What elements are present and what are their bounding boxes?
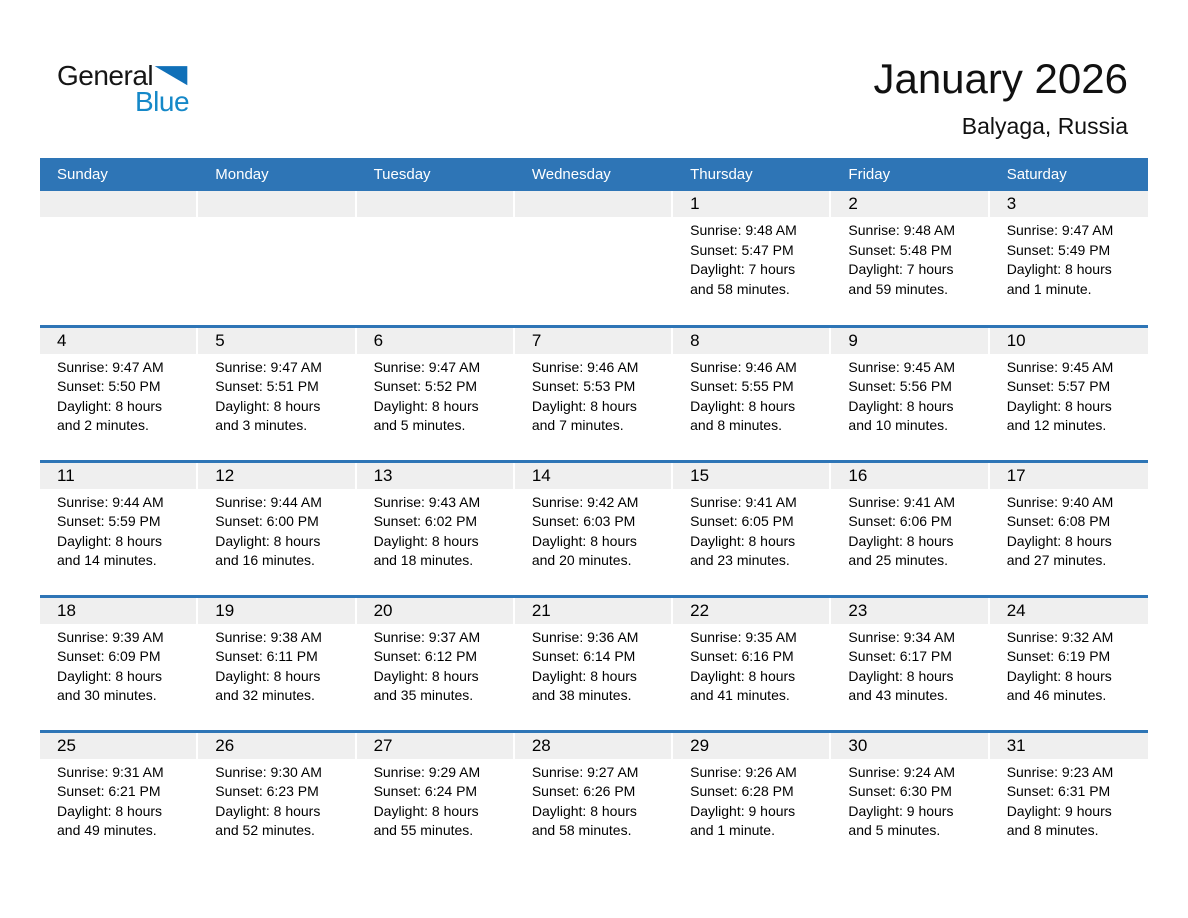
day-sunrise: Sunrise: 9:40 AM: [1006, 493, 1114, 510]
day-number: 2: [848, 194, 858, 213]
day-daylight: Daylight: 8 hours and 1 minute.: [1006, 261, 1112, 297]
day-info: [831, 624, 989, 706]
day-daylight: Daylight: 8 hours and 49 minutes.: [57, 802, 163, 838]
day-sunrise: Sunrise: 9:36 AM: [531, 628, 639, 645]
day-sunrise: Sunrise: 9:39 AM: [57, 628, 164, 645]
day-cell: [831, 731, 989, 866]
day-info: [198, 759, 356, 841]
day-sunrise: Sunrise: 9:31 AM: [57, 763, 164, 780]
day-cell: [357, 731, 515, 866]
day-sunset: Sunset: 6:12 PM: [373, 648, 478, 664]
day-cell: [515, 326, 673, 461]
day-info: [990, 217, 1148, 299]
day-cell: [831, 596, 989, 731]
general-blue-logo: [57, 62, 189, 116]
day-number-band: [673, 328, 829, 354]
day-cell: [831, 326, 989, 461]
weekday-header-thursday: Thursday: [673, 158, 831, 191]
day-info: [40, 624, 198, 706]
day-daylight: Daylight: 9 hours and 8 minutes.: [1006, 802, 1112, 838]
day-sunrise: Sunrise: 9:34 AM: [848, 628, 956, 645]
day-number-band: [831, 733, 987, 759]
day-daylight: Daylight: 8 hours and 16 minutes.: [215, 532, 321, 568]
day-sunrise: Sunrise: 9:27 AM: [531, 763, 639, 780]
day-sunrise: Sunrise: 9:48 AM: [690, 222, 797, 238]
day-info: [673, 217, 831, 299]
day-sunset: Sunset: 6:28 PM: [690, 783, 794, 799]
day-cell: [831, 461, 989, 596]
week-row: [40, 191, 1148, 326]
day-sunrise: Sunrise: 9:47 AM: [373, 358, 481, 375]
day-number-band: [357, 598, 513, 624]
day-info: [198, 624, 356, 706]
day-number-band: [40, 733, 196, 759]
weekday-header-sunday: Sunday: [40, 158, 198, 191]
day-sunrise: Sunrise: 9:29 AM: [373, 763, 481, 780]
day-sunrise: Sunrise: 9:23 AM: [1006, 763, 1114, 780]
day-sunset: Sunset: 6:21 PM: [57, 783, 161, 799]
day-sunrise: Sunrise: 9:44 AM: [57, 493, 164, 510]
day-cell: [673, 326, 831, 461]
day-number-band: [515, 191, 671, 217]
day-info: [673, 759, 831, 841]
day-sunset: Sunset: 6:08 PM: [1006, 513, 1111, 529]
day-number: 19: [215, 600, 235, 620]
day-info: [515, 759, 673, 841]
empty-day-cell: [40, 191, 198, 326]
day-info: [990, 354, 1148, 436]
day-daylight: Daylight: 8 hours and 20 minutes.: [531, 532, 637, 568]
day-sunrise: Sunrise: 9:45 AM: [1006, 358, 1114, 375]
day-number-band: [40, 328, 196, 354]
day-number: 20: [373, 600, 393, 620]
empty-day-cell: [515, 191, 673, 326]
day-sunrise: Sunrise: 9:43 AM: [373, 493, 481, 510]
day-sunset: Sunset: 6:30 PM: [848, 783, 952, 799]
title-block: [873, 55, 1128, 140]
day-sunset: Sunset: 5:52 PM: [373, 378, 478, 394]
day-daylight: Daylight: 8 hours and 18 minutes.: [373, 532, 479, 568]
day-sunset: Sunset: 6:06 PM: [848, 513, 952, 529]
day-cell: [40, 596, 198, 731]
day-info: [357, 354, 515, 436]
day-number-band: [198, 328, 354, 354]
day-number-band: [831, 191, 987, 217]
day-daylight: Daylight: 8 hours and 3 minutes.: [215, 397, 321, 433]
day-daylight: Daylight: 9 hours and 5 minutes.: [848, 802, 954, 838]
day-number-band: [40, 191, 196, 217]
day-cell: [40, 326, 198, 461]
day-daylight: Daylight: 8 hours and 43 minutes.: [848, 667, 954, 703]
day-sunset: Sunset: 5:55 PM: [690, 378, 794, 394]
day-number-band: [198, 598, 354, 624]
day-cell: [515, 596, 673, 731]
day-cell: [990, 326, 1148, 461]
day-info: [40, 354, 198, 436]
day-number-band: [515, 328, 671, 354]
day-number: 14: [531, 465, 551, 485]
day-daylight: Daylight: 8 hours and 52 minutes.: [215, 802, 321, 838]
day-sunrise: Sunrise: 9:32 AM: [1006, 628, 1114, 645]
day-daylight: Daylight: 8 hours and 35 minutes.: [373, 667, 479, 703]
day-number: 3: [1006, 194, 1017, 213]
day-number: 6: [373, 330, 384, 350]
day-sunrise: Sunrise: 9:44 AM: [215, 493, 322, 510]
week-row: [40, 596, 1148, 731]
day-info: [831, 489, 989, 571]
day-sunset: Sunset: 6:19 PM: [1006, 648, 1111, 664]
day-sunset: Sunset: 5:48 PM: [848, 241, 952, 258]
day-sunrise: Sunrise: 9:38 AM: [215, 628, 322, 645]
day-info: [515, 489, 673, 571]
calendar-body: [40, 191, 1148, 866]
day-daylight: Daylight: 8 hours and 30 minutes.: [57, 667, 163, 703]
week-row: [40, 326, 1148, 461]
day-number-band: [831, 598, 987, 624]
day-cell: [357, 461, 515, 596]
location-subtitle: Balyaga, Russia: [961, 113, 1128, 139]
day-cell: [198, 731, 356, 866]
day-number: 1: [690, 194, 700, 213]
weekday-header-saturday: Saturday: [990, 158, 1148, 191]
day-daylight: Daylight: 8 hours and 46 minutes.: [1006, 667, 1112, 703]
day-cell: [673, 191, 831, 326]
day-info: [990, 624, 1148, 706]
day-daylight: Daylight: 8 hours and 7 minutes.: [531, 397, 637, 433]
day-number-band: [40, 463, 196, 489]
weekday-header-row: [40, 158, 1148, 191]
day-cell: [198, 461, 356, 596]
empty-day-cell: [198, 191, 356, 326]
day-number-band: [673, 598, 829, 624]
day-cell: [515, 731, 673, 866]
day-sunset: Sunset: 5:50 PM: [57, 378, 161, 394]
day-cell: [673, 461, 831, 596]
day-info: [831, 354, 989, 436]
day-number: 26: [215, 735, 235, 755]
day-cell: [990, 461, 1148, 596]
day-daylight: Daylight: 8 hours and 2 minutes.: [57, 397, 163, 433]
day-number-band: [515, 598, 671, 624]
month-title: January 2026: [873, 55, 1128, 102]
day-cell: [673, 596, 831, 731]
day-number-band: [198, 191, 354, 217]
day-number: 30: [848, 735, 868, 755]
day-sunset: Sunset: 5:53 PM: [531, 378, 636, 394]
day-number-band: [990, 598, 1148, 624]
day-daylight: Daylight: 9 hours and 1 minute.: [690, 802, 796, 838]
day-daylight: Daylight: 8 hours and 14 minutes.: [57, 532, 163, 568]
day-info: [673, 354, 831, 436]
day-info: [357, 759, 515, 841]
day-info: [357, 624, 515, 706]
day-number: 29: [690, 735, 710, 755]
day-number: 24: [1006, 600, 1026, 620]
day-cell: [357, 326, 515, 461]
day-number-band: [673, 733, 829, 759]
day-number: 8: [690, 330, 700, 350]
day-daylight: Daylight: 8 hours and 25 minutes.: [848, 532, 954, 568]
day-sunset: Sunset: 6:05 PM: [690, 513, 794, 529]
day-info: [990, 759, 1148, 841]
day-cell: [990, 731, 1148, 866]
day-sunrise: Sunrise: 9:47 AM: [215, 358, 322, 375]
day-number-band: [990, 733, 1148, 759]
day-sunrise: Sunrise: 9:48 AM: [848, 222, 956, 238]
day-sunset: Sunset: 6:31 PM: [1006, 783, 1111, 799]
day-cell: [357, 596, 515, 731]
day-daylight: Daylight: 8 hours and 38 minutes.: [531, 667, 637, 703]
day-number: 31: [1006, 735, 1026, 755]
day-cell: [198, 596, 356, 731]
day-number-band: [357, 733, 513, 759]
day-number: 13: [373, 465, 393, 485]
day-sunrise: Sunrise: 9:45 AM: [848, 358, 956, 375]
day-sunrise: Sunrise: 9:46 AM: [690, 358, 797, 375]
day-cell: [515, 461, 673, 596]
day-daylight: Daylight: 8 hours and 12 minutes.: [1006, 397, 1112, 433]
day-number-band: [357, 191, 513, 217]
day-number: 11: [57, 465, 75, 485]
day-number-band: [357, 328, 513, 354]
day-daylight: Daylight: 8 hours and 58 minutes.: [531, 802, 637, 838]
day-cell: [831, 191, 989, 326]
day-sunset: Sunset: 6:02 PM: [373, 513, 478, 529]
day-sunset: Sunset: 6:09 PM: [57, 648, 161, 664]
page-header: [0, 0, 1188, 158]
day-number: 16: [848, 465, 868, 485]
day-info: [515, 624, 673, 706]
day-info: [515, 354, 673, 436]
day-sunset: Sunset: 5:51 PM: [215, 378, 319, 394]
day-sunset: Sunset: 6:24 PM: [373, 783, 478, 799]
day-sunrise: Sunrise: 9:41 AM: [848, 493, 956, 510]
day-cell: [198, 326, 356, 461]
empty-day-cell: [357, 191, 515, 326]
day-sunrise: Sunrise: 9:26 AM: [690, 763, 797, 780]
day-number-band: [515, 733, 671, 759]
day-number-band: [831, 328, 987, 354]
weekday-header-monday: Monday: [198, 158, 356, 191]
day-info: [198, 354, 356, 436]
day-info: [40, 489, 198, 571]
day-daylight: Daylight: 7 hours and 58 minutes.: [690, 261, 796, 297]
day-daylight: Daylight: 8 hours and 23 minutes.: [690, 532, 796, 568]
day-sunrise: Sunrise: 9:47 AM: [57, 358, 164, 375]
day-number: 17: [1006, 465, 1026, 485]
day-info: [673, 489, 831, 571]
day-sunset: Sunset: 6:03 PM: [531, 513, 636, 529]
day-sunrise: Sunrise: 9:24 AM: [848, 763, 956, 780]
logo-text-blue: Blue: [135, 86, 190, 117]
day-sunset: Sunset: 6:17 PM: [848, 648, 952, 664]
day-number-band: [673, 191, 829, 217]
day-number-band: [357, 463, 513, 489]
day-number-band: [990, 328, 1148, 354]
day-number: 9: [848, 330, 858, 350]
day-sunset: Sunset: 5:56 PM: [848, 378, 952, 394]
week-row: [40, 731, 1148, 866]
day-daylight: Daylight: 8 hours and 5 minutes.: [373, 397, 479, 433]
day-number-band: [673, 463, 829, 489]
day-sunset: Sunset: 6:11 PM: [215, 648, 318, 664]
day-number-band: [515, 463, 671, 489]
day-cell: [40, 461, 198, 596]
day-number-band: [990, 191, 1148, 217]
day-sunrise: Sunrise: 9:37 AM: [373, 628, 481, 645]
day-number: 10: [1006, 330, 1026, 350]
day-sunrise: Sunrise: 9:30 AM: [215, 763, 322, 780]
day-number: 27: [373, 735, 393, 755]
day-info: [357, 489, 515, 571]
day-sunset: Sunset: 5:47 PM: [690, 241, 794, 258]
day-daylight: Daylight: 8 hours and 27 minutes.: [1006, 532, 1112, 568]
day-sunset: Sunset: 6:14 PM: [531, 648, 636, 664]
day-number-band: [198, 463, 354, 489]
day-info: [198, 489, 356, 571]
day-sunrise: Sunrise: 9:47 AM: [1006, 222, 1114, 238]
day-number: 21: [531, 600, 551, 620]
day-number-band: [40, 598, 196, 624]
day-daylight: Daylight: 7 hours and 59 minutes.: [848, 261, 954, 297]
calendar-table: [40, 158, 1148, 866]
day-number-band: [198, 733, 354, 759]
day-sunset: Sunset: 5:59 PM: [57, 513, 161, 529]
day-number: 28: [531, 735, 551, 755]
day-number: 12: [215, 465, 235, 485]
day-sunset: Sunset: 6:16 PM: [690, 648, 794, 664]
day-sunset: Sunset: 6:00 PM: [215, 513, 319, 529]
day-sunset: Sunset: 5:57 PM: [1006, 378, 1111, 394]
week-row: [40, 461, 1148, 596]
day-info: [673, 624, 831, 706]
day-number: 7: [531, 330, 542, 350]
day-sunrise: Sunrise: 9:46 AM: [531, 358, 639, 375]
day-sunrise: Sunrise: 9:35 AM: [690, 628, 797, 645]
day-number: 18: [57, 600, 76, 620]
day-daylight: Daylight: 8 hours and 32 minutes.: [215, 667, 321, 703]
day-cell: [40, 731, 198, 866]
weekday-header-friday: Friday: [831, 158, 989, 191]
day-cell: [990, 596, 1148, 731]
day-number-band: [831, 463, 987, 489]
day-daylight: Daylight: 8 hours and 10 minutes.: [848, 397, 954, 433]
day-sunset: Sunset: 5:49 PM: [1006, 241, 1111, 258]
day-sunrise: Sunrise: 9:41 AM: [690, 493, 797, 510]
weekday-header-tuesday: Tuesday: [357, 158, 515, 191]
day-info: [831, 217, 989, 299]
day-cell: [990, 191, 1148, 326]
day-sunset: Sunset: 6:26 PM: [531, 783, 636, 799]
day-number: 5: [215, 330, 225, 350]
day-cell: [673, 731, 831, 866]
day-number: 4: [57, 330, 67, 350]
day-daylight: Daylight: 8 hours and 8 minutes.: [690, 397, 796, 433]
day-daylight: Daylight: 8 hours and 55 minutes.: [373, 802, 479, 838]
logo-triangle-icon: [154, 64, 188, 86]
day-number: 22: [690, 600, 710, 620]
day-number: 15: [690, 465, 710, 485]
day-info: [990, 489, 1148, 571]
day-number: 25: [57, 735, 76, 755]
day-number: 23: [848, 600, 868, 620]
weekday-header-wednesday: Wednesday: [515, 158, 673, 191]
day-info: [40, 759, 198, 841]
day-number-band: [990, 463, 1148, 489]
day-daylight: Daylight: 8 hours and 41 minutes.: [690, 667, 796, 703]
day-sunset: Sunset: 6:23 PM: [215, 783, 319, 799]
logo-text-general: General: [57, 60, 154, 91]
day-info: [831, 759, 989, 841]
day-sunrise: Sunrise: 9:42 AM: [531, 493, 639, 510]
